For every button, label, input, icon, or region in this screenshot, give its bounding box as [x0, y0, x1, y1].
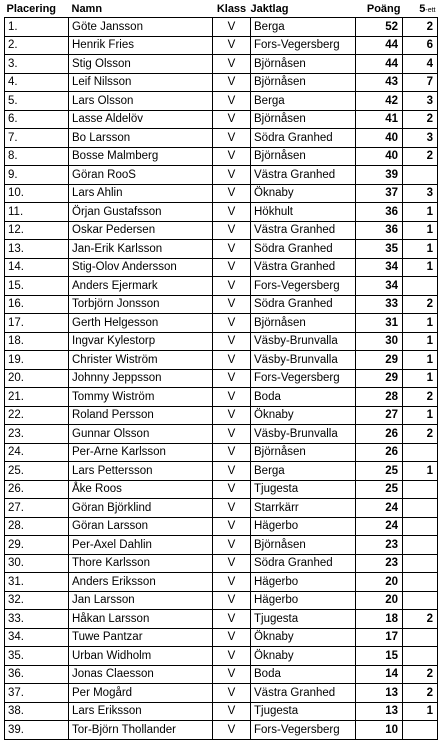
cell-jaktlag: Björnåsen [251, 314, 356, 333]
table-row [5, 184, 438, 203]
cell-femett: 3 [403, 92, 438, 111]
cell-femett [403, 554, 438, 573]
cell-femett: 2 [403, 388, 438, 407]
cell-poang: 24 [356, 499, 403, 518]
cell-femett [403, 647, 438, 666]
cell-klass: V [213, 517, 251, 536]
table-row [5, 129, 438, 148]
cell-placering: 32. [5, 591, 69, 610]
header-femett-sub: -ett [425, 6, 436, 14]
cell-klass: V [213, 166, 251, 185]
cell-poang: 42 [356, 92, 403, 111]
cell-femett: 2 [403, 147, 438, 166]
cell-namn: Thore Karlsson [69, 554, 213, 573]
cell-klass: V [213, 499, 251, 518]
cell-klass: V [213, 73, 251, 92]
table-row [5, 240, 438, 259]
cell-namn: Johnny Jeppsson [69, 369, 213, 388]
cell-placering: 18. [5, 332, 69, 351]
cell-poang: 25 [356, 480, 403, 499]
table-row [5, 147, 438, 166]
cell-klass: V [213, 610, 251, 629]
cell-namn: Åke Roos [69, 480, 213, 499]
cell-jaktlag: Hökhult [251, 203, 356, 222]
cell-femett: 1 [403, 702, 438, 721]
cell-placering: 2. [5, 36, 69, 55]
cell-jaktlag: Västra Granhed [251, 258, 356, 277]
cell-placering: 4. [5, 73, 69, 92]
cell-placering: 37. [5, 684, 69, 703]
cell-femett [403, 480, 438, 499]
cell-femett [403, 499, 438, 518]
cell-placering: 8. [5, 147, 69, 166]
cell-poang: 43 [356, 73, 403, 92]
table-row [5, 573, 438, 592]
cell-poang: 40 [356, 129, 403, 148]
cell-femett [403, 517, 438, 536]
cell-klass: V [213, 462, 251, 481]
cell-jaktlag: Berga [251, 18, 356, 37]
cell-namn: Lars Ahlin [69, 184, 213, 203]
cell-placering: 30. [5, 554, 69, 573]
cell-femett: 1 [403, 240, 438, 259]
header-poang: Poäng [366, 2, 401, 15]
cell-jaktlag: Öknaby [251, 647, 356, 666]
cell-namn: Henrik Fries [69, 36, 213, 55]
cell-poang: 29 [356, 351, 403, 370]
cell-namn: Leif Nilsson [69, 73, 213, 92]
cell-namn: Göte Jansson [69, 18, 213, 37]
cell-poang: 34 [356, 277, 403, 296]
table-row [5, 55, 438, 74]
cell-klass: V [213, 665, 251, 684]
cell-jaktlag: Björnåsen [251, 536, 356, 555]
cell-poang: 14 [356, 665, 403, 684]
cell-femett: 2 [403, 295, 438, 314]
header-namn: Namn [71, 2, 103, 15]
table-row [5, 73, 438, 92]
cell-poang: 10 [356, 721, 403, 740]
cell-poang: 13 [356, 702, 403, 721]
table-row [5, 295, 438, 314]
cell-jaktlag: Södra Granhed [251, 295, 356, 314]
results-table [4, 0, 438, 740]
cell-namn: Tuwe Pantzar [69, 628, 213, 647]
cell-klass: V [213, 554, 251, 573]
cell-femett [403, 628, 438, 647]
cell-placering: 25. [5, 462, 69, 481]
cell-jaktlag: Södra Granhed [251, 129, 356, 148]
cell-namn: Jan Larsson [69, 591, 213, 610]
cell-placering: 7. [5, 129, 69, 148]
cell-klass: V [213, 591, 251, 610]
table-row [5, 351, 438, 370]
cell-placering: 19. [5, 351, 69, 370]
cell-placering: 28. [5, 517, 69, 536]
cell-klass: V [213, 240, 251, 259]
header-klass: Klass [216, 2, 247, 15]
cell-femett [403, 591, 438, 610]
cell-poang: 37 [356, 184, 403, 203]
table-row [5, 647, 438, 666]
cell-klass: V [213, 221, 251, 240]
cell-klass: V [213, 480, 251, 499]
header-femett-main: 5 [419, 2, 426, 15]
cell-poang: 20 [356, 573, 403, 592]
cell-namn: Ingvar Kylestorp [69, 332, 213, 351]
cell-placering: 12. [5, 221, 69, 240]
cell-poang: 52 [356, 18, 403, 37]
table-row [5, 554, 438, 573]
cell-namn: Torbjörn Jonsson [69, 295, 213, 314]
cell-klass: V [213, 55, 251, 74]
cell-placering: 27. [5, 499, 69, 518]
cell-jaktlag: Västra Granhed [251, 221, 356, 240]
cell-jaktlag: Södra Granhed [251, 554, 356, 573]
cell-klass: V [213, 295, 251, 314]
table-row [5, 480, 438, 499]
cell-namn: Göran Björklind [69, 499, 213, 518]
table-row [5, 92, 438, 111]
table-row [5, 332, 438, 351]
cell-femett: 1 [403, 203, 438, 222]
table-row [5, 388, 438, 407]
cell-klass: V [213, 18, 251, 37]
cell-namn: Lars Eriksson [69, 702, 213, 721]
cell-placering: 36. [5, 665, 69, 684]
cell-jaktlag: Väsby-Brunvalla [251, 332, 356, 351]
cell-femett: 1 [403, 221, 438, 240]
cell-placering: 31. [5, 573, 69, 592]
cell-poang: 24 [356, 517, 403, 536]
cell-poang: 41 [356, 110, 403, 129]
cell-femett: 2 [403, 610, 438, 629]
cell-namn: Urban Widholm [69, 647, 213, 666]
cell-jaktlag: Fors-Vegersberg [251, 277, 356, 296]
table-row [5, 665, 438, 684]
cell-namn: Bo Larsson [69, 129, 213, 148]
table-row [5, 684, 438, 703]
cell-jaktlag: Öknaby [251, 184, 356, 203]
cell-namn: Bosse Malmberg [69, 147, 213, 166]
cell-poang: 29 [356, 369, 403, 388]
cell-placering: 26. [5, 480, 69, 499]
table-row [5, 702, 438, 721]
header-femett [403, 0, 438, 18]
cell-namn: Tommy Wiström [69, 388, 213, 407]
cell-placering: 29. [5, 536, 69, 555]
cell-poang: 39 [356, 166, 403, 185]
cell-femett: 1 [403, 462, 438, 481]
cell-jaktlag: Öknaby [251, 406, 356, 425]
cell-poang: 23 [356, 536, 403, 555]
header-row [5, 0, 438, 18]
cell-klass: V [213, 443, 251, 462]
table-row [5, 221, 438, 240]
cell-namn: Gunnar Olsson [69, 425, 213, 444]
cell-femett: 2 [403, 18, 438, 37]
cell-placering: 16. [5, 295, 69, 314]
cell-poang: 26 [356, 425, 403, 444]
cell-placering: 21. [5, 388, 69, 407]
cell-klass: V [213, 573, 251, 592]
cell-poang: 20 [356, 591, 403, 610]
cell-klass: V [213, 406, 251, 425]
cell-placering: 6. [5, 110, 69, 129]
cell-namn: Håkan Larsson [69, 610, 213, 629]
cell-namn: Tor-Björn Thollander [69, 721, 213, 740]
cell-jaktlag: Fors-Vegersberg [251, 36, 356, 55]
cell-jaktlag: Björnåsen [251, 147, 356, 166]
cell-femett: 1 [403, 369, 438, 388]
cell-klass: V [213, 314, 251, 333]
cell-placering: 23. [5, 425, 69, 444]
table-row [5, 406, 438, 425]
cell-jaktlag: Björnåsen [251, 73, 356, 92]
cell-klass: V [213, 36, 251, 55]
cell-femett [403, 277, 438, 296]
cell-placering: 38. [5, 702, 69, 721]
cell-jaktlag: Boda [251, 665, 356, 684]
cell-femett [403, 573, 438, 592]
cell-klass: V [213, 425, 251, 444]
cell-poang: 31 [356, 314, 403, 333]
cell-placering: 35. [5, 647, 69, 666]
cell-jaktlag: Björnåsen [251, 443, 356, 462]
cell-jaktlag: Björnåsen [251, 55, 356, 74]
cell-jaktlag: Hägerbo [251, 591, 356, 610]
cell-namn: Stig-Olov Andersson [69, 258, 213, 277]
table-row [5, 536, 438, 555]
cell-namn: Anders Ejermark [69, 277, 213, 296]
cell-namn: Oskar Pedersen [69, 221, 213, 240]
cell-placering: 11. [5, 203, 69, 222]
cell-jaktlag: Väsby-Brunvalla [251, 351, 356, 370]
cell-femett: 2 [403, 425, 438, 444]
table-row [5, 258, 438, 277]
cell-poang: 18 [356, 610, 403, 629]
cell-klass: V [213, 258, 251, 277]
table-row [5, 425, 438, 444]
cell-femett: 4 [403, 55, 438, 74]
cell-placering: 9. [5, 166, 69, 185]
table-row [5, 369, 438, 388]
cell-jaktlag: Västra Granhed [251, 166, 356, 185]
cell-poang: 27 [356, 406, 403, 425]
cell-klass: V [213, 721, 251, 740]
cell-jaktlag: Väsby-Brunvalla [251, 425, 356, 444]
cell-klass: V [213, 129, 251, 148]
table-row [5, 462, 438, 481]
cell-placering: 39. [5, 721, 69, 740]
table-row [5, 610, 438, 629]
cell-femett [403, 166, 438, 185]
cell-poang: 25 [356, 462, 403, 481]
cell-jaktlag: Fors-Vegersberg [251, 369, 356, 388]
cell-namn: Per-Arne Karlsson [69, 443, 213, 462]
cell-klass: V [213, 647, 251, 666]
cell-poang: 44 [356, 55, 403, 74]
cell-jaktlag: Öknaby [251, 628, 356, 647]
table-row [5, 721, 438, 740]
cell-femett: 3 [403, 184, 438, 203]
cell-jaktlag: Hägerbo [251, 573, 356, 592]
cell-klass: V [213, 388, 251, 407]
cell-klass: V [213, 628, 251, 647]
cell-namn: Anders Eriksson [69, 573, 213, 592]
cell-klass: V [213, 147, 251, 166]
cell-klass: V [213, 332, 251, 351]
header-placering: Placering [6, 2, 57, 15]
cell-poang: 15 [356, 647, 403, 666]
cell-femett: 1 [403, 406, 438, 425]
cell-namn: Per-Axel Dahlin [69, 536, 213, 555]
cell-jaktlag: Tjugesta [251, 480, 356, 499]
cell-placering: 20. [5, 369, 69, 388]
cell-femett [403, 536, 438, 555]
cell-jaktlag: Tjugesta [251, 702, 356, 721]
cell-klass: V [213, 277, 251, 296]
cell-namn: Lasse Aldelöv [69, 110, 213, 129]
cell-poang: 17 [356, 628, 403, 647]
table-row [5, 628, 438, 647]
cell-klass: V [213, 684, 251, 703]
cell-femett [403, 721, 438, 740]
cell-placering: 33. [5, 610, 69, 629]
cell-femett: 1 [403, 351, 438, 370]
cell-namn: Jonas Claesson [69, 665, 213, 684]
table-header [5, 0, 438, 18]
cell-femett: 1 [403, 332, 438, 351]
table-row [5, 203, 438, 222]
table-row [5, 18, 438, 37]
header-jaktlag: Jaktlag [250, 2, 289, 15]
cell-namn: Per Mogård [69, 684, 213, 703]
cell-placering: 22. [5, 406, 69, 425]
table-row [5, 499, 438, 518]
cell-placering: 5. [5, 92, 69, 111]
cell-klass: V [213, 203, 251, 222]
table-row [5, 314, 438, 333]
table-row [5, 591, 438, 610]
cell-poang: 35 [356, 240, 403, 259]
cell-femett: 3 [403, 129, 438, 148]
cell-klass: V [213, 369, 251, 388]
cell-femett: 2 [403, 110, 438, 129]
cell-jaktlag: Hägerbo [251, 517, 356, 536]
cell-jaktlag: Berga [251, 92, 356, 111]
cell-jaktlag: Starrkärr [251, 499, 356, 518]
cell-klass: V [213, 110, 251, 129]
cell-poang: 36 [356, 203, 403, 222]
cell-klass: V [213, 184, 251, 203]
cell-namn: Stig Olsson [69, 55, 213, 74]
cell-namn: Lars Olsson [69, 92, 213, 111]
cell-klass: V [213, 351, 251, 370]
cell-poang: 34 [356, 258, 403, 277]
cell-placering: 15. [5, 277, 69, 296]
cell-poang: 13 [356, 684, 403, 703]
cell-namn: Göran Larsson [69, 517, 213, 536]
cell-jaktlag: Södra Granhed [251, 240, 356, 259]
cell-jaktlag: Boda [251, 388, 356, 407]
cell-poang: 30 [356, 332, 403, 351]
cell-placering: 3. [5, 55, 69, 74]
table-row [5, 36, 438, 55]
cell-placering: 24. [5, 443, 69, 462]
cell-poang: 44 [356, 36, 403, 55]
cell-namn: Roland Persson [69, 406, 213, 425]
cell-namn: Örjan Gustafsson [69, 203, 213, 222]
table-row [5, 277, 438, 296]
cell-poang: 26 [356, 443, 403, 462]
table-row [5, 443, 438, 462]
cell-poang: 40 [356, 147, 403, 166]
cell-namn: Göran RooS [69, 166, 213, 185]
cell-namn: Lars Pettersson [69, 462, 213, 481]
cell-placering: 10. [5, 184, 69, 203]
cell-poang: 36 [356, 221, 403, 240]
cell-femett [403, 443, 438, 462]
table-row [5, 110, 438, 129]
cell-jaktlag: Berga [251, 462, 356, 481]
cell-namn: Jan-Erik Karlsson [69, 240, 213, 259]
cell-namn: Christer Wiström [69, 351, 213, 370]
cell-poang: 33 [356, 295, 403, 314]
cell-femett: 2 [403, 665, 438, 684]
cell-femett: 1 [403, 314, 438, 333]
cell-jaktlag: Fors-Vegersberg [251, 721, 356, 740]
cell-placering: 34. [5, 628, 69, 647]
cell-klass: V [213, 92, 251, 111]
cell-femett: 6 [403, 36, 438, 55]
table-body [5, 18, 438, 740]
table-row [5, 166, 438, 185]
cell-jaktlag: Tjugesta [251, 610, 356, 629]
cell-klass: V [213, 536, 251, 555]
cell-poang: 28 [356, 388, 403, 407]
cell-femett: 7 [403, 73, 438, 92]
cell-placering: 1. [5, 18, 69, 37]
cell-placering: 14. [5, 258, 69, 277]
cell-jaktlag: Västra Granhed [251, 684, 356, 703]
cell-femett: 1 [403, 258, 438, 277]
cell-poang: 23 [356, 554, 403, 573]
cell-placering: 17. [5, 314, 69, 333]
table-row [5, 517, 438, 536]
cell-placering: 13. [5, 240, 69, 259]
cell-jaktlag: Björnåsen [251, 110, 356, 129]
cell-klass: V [213, 702, 251, 721]
cell-femett: 2 [403, 684, 438, 703]
cell-namn: Gerth Helgesson [69, 314, 213, 333]
